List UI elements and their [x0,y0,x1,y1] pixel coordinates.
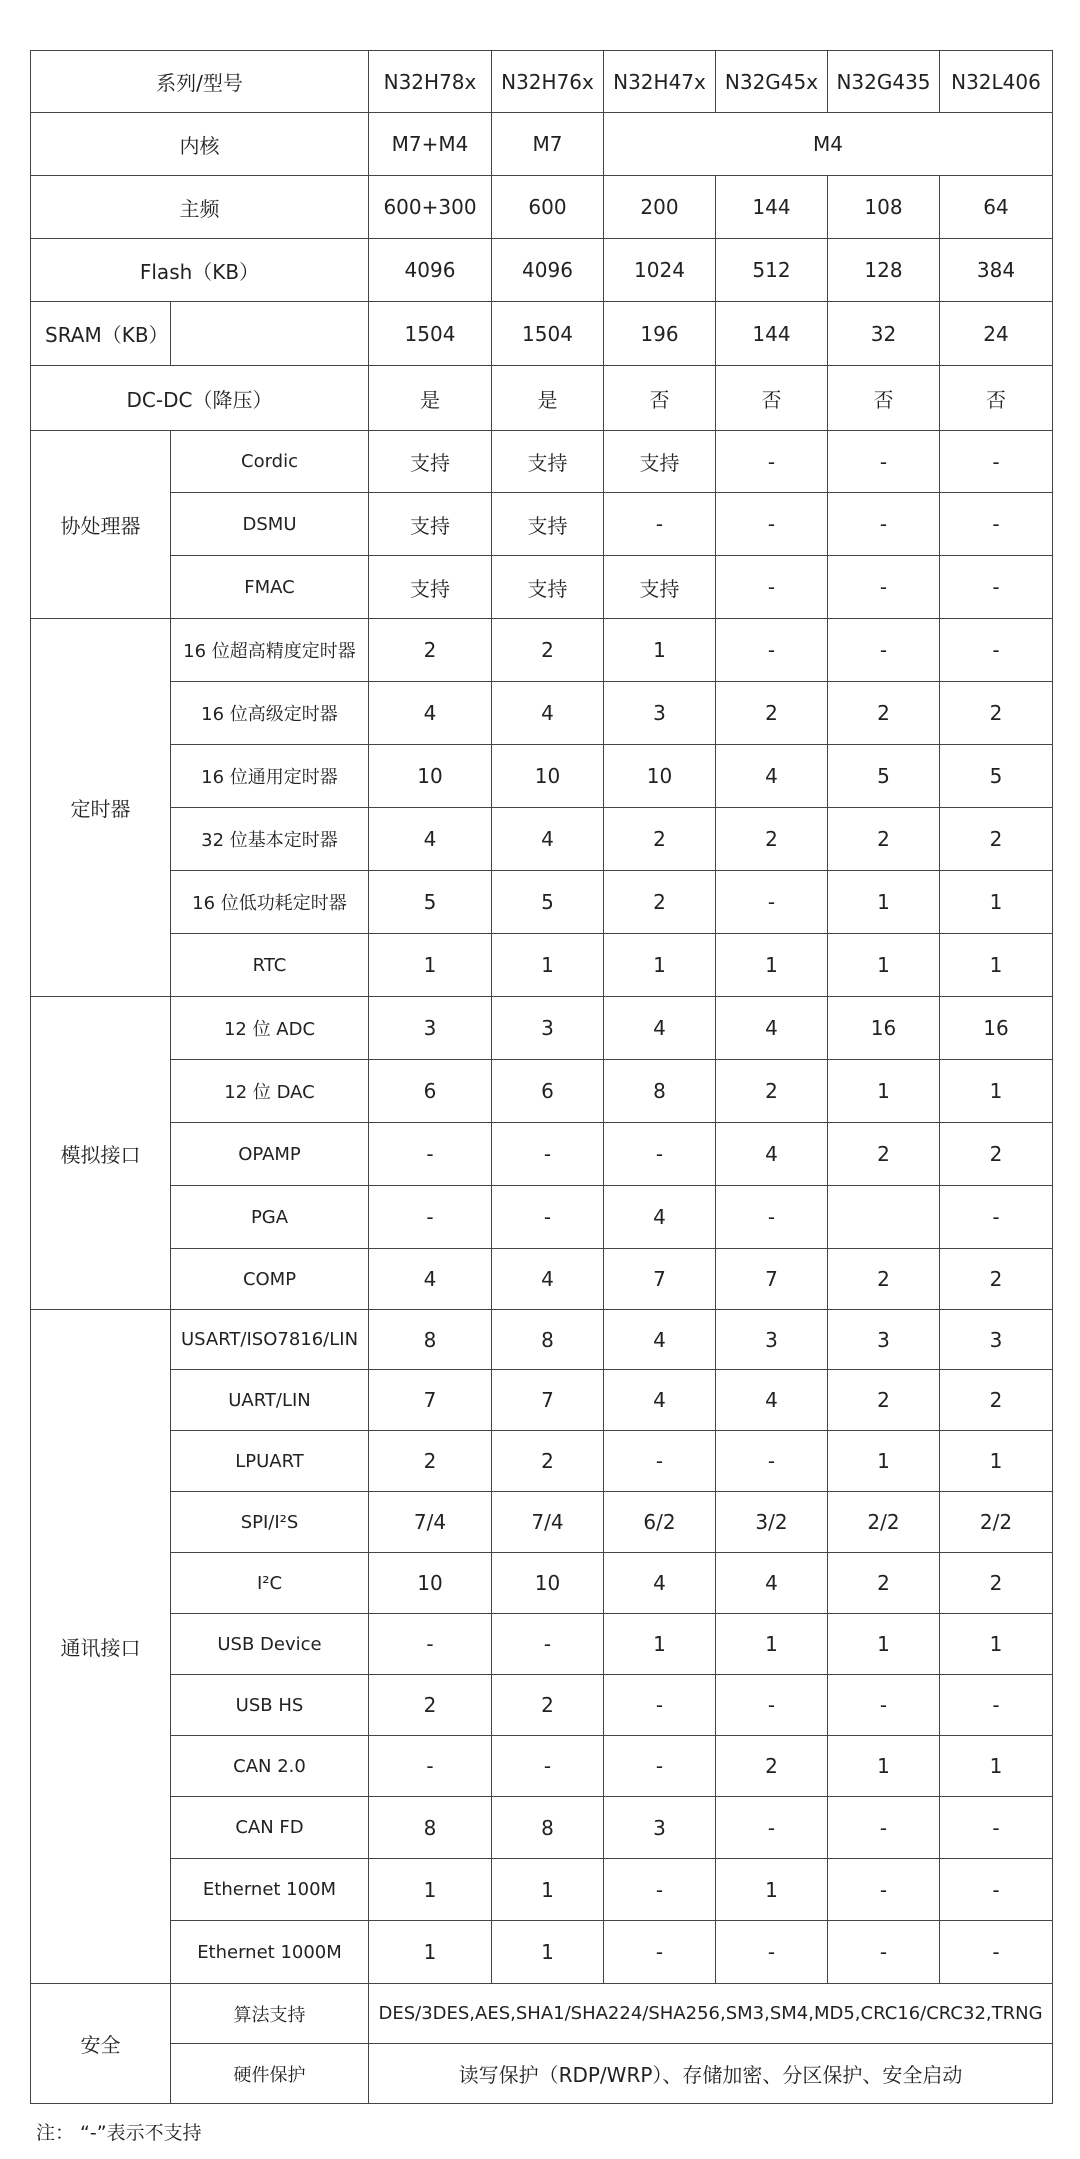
table-row [31,1060,1053,1123]
security-algo-row [31,1984,1053,2044]
row-label: SPI/I²S [171,1492,369,1553]
table-cell: - [940,1859,1053,1921]
table-row [31,1675,1053,1736]
table-cell: 196 [604,302,716,366]
table-cell: 8 [492,1310,604,1370]
table-cell: - [716,1431,828,1492]
table-cell: 2 [940,1370,1053,1431]
table-cell: 4 [492,682,604,745]
table-cell: 1 [940,1060,1053,1123]
table-cell: M4 [604,113,1053,176]
table-cell: - [369,1123,492,1186]
table-cell: 7 [604,1249,716,1310]
table-cell: 5 [940,745,1053,808]
row-label: 32 位基本定时器 [171,808,369,871]
table-cell: 2 [940,1123,1053,1186]
table-cell: - [604,1736,716,1797]
table-cell: 1 [828,1614,940,1675]
table-cell: 是 [492,366,604,431]
table-cell: 8 [369,1310,492,1370]
table-cell: - [716,871,828,934]
table-cell: 2/2 [940,1492,1053,1553]
table-row [31,1249,1053,1310]
table-cell: 2 [716,682,828,745]
table-cell: 1 [940,1614,1053,1675]
table-cell: 1 [604,1614,716,1675]
table-cell: 2 [940,1553,1053,1614]
table-cell: - [716,493,828,556]
table-cell: 8 [492,1797,604,1859]
table-cell: 108 [828,176,940,239]
sram-row [31,302,1053,366]
table-cell: 2 [940,682,1053,745]
group-label: 模拟接口 [31,997,171,1310]
table-cell: 2 [828,1249,940,1310]
table-cell: 4096 [369,239,492,302]
table-cell: 3 [716,1310,828,1370]
table-cell: 1 [828,1060,940,1123]
table-row [31,682,1053,745]
row-label: DSMU [171,493,369,556]
table-cell: - [940,431,1053,493]
table-row [31,1921,1053,1984]
table-cell: 4096 [492,239,604,302]
table-cell: 2 [369,1675,492,1736]
table-cell: 否 [940,366,1053,431]
table-cell: 10 [492,1553,604,1614]
row-label: 12 位 ADC [171,997,369,1060]
table-cell: 4 [716,1370,828,1431]
table-cell: 128 [828,239,940,302]
table-cell: 64 [940,176,1053,239]
security-hw-row [31,2044,1053,2104]
table-cell: 1 [940,1431,1053,1492]
table-cell: 2 [604,871,716,934]
table-cell: 1 [828,934,940,997]
table-row [31,1614,1053,1675]
table-cell: - [604,1123,716,1186]
row-label: USB Device [171,1614,369,1675]
table-cell: - [369,1736,492,1797]
table-cell: 2 [492,1675,604,1736]
table-cell: 3 [369,997,492,1060]
table-cell: 10 [492,745,604,808]
footnote: 注： “-”表示不支持 [36,2122,202,2144]
table-cell: 5 [828,745,940,808]
row-label: 16 位超高精度定时器 [171,619,369,682]
table-cell: - [828,431,940,493]
table-cell: 4 [369,1249,492,1310]
row-label: 16 位通用定时器 [171,745,369,808]
table-cell: 4 [369,808,492,871]
table-cell: 2 [828,1123,940,1186]
table-cell: 4 [716,1553,828,1614]
table-cell: 1 [828,1431,940,1492]
table-cell: - [828,1859,940,1921]
table-cell: 4 [716,745,828,808]
table-row [31,431,1053,493]
table-cell: 8 [604,1060,716,1123]
table-cell: 1 [940,871,1053,934]
table-cell: - [716,1921,828,1984]
table-cell: 6/2 [604,1492,716,1553]
table-cell: 1 [828,871,940,934]
table-row [31,871,1053,934]
table-row [31,556,1053,619]
table-cell: 4 [604,1553,716,1614]
table-cell: 1 [604,619,716,682]
empty-cell [171,302,369,366]
row-label: DC-DC（降压） [31,366,369,431]
row-label: 内核 [31,113,369,176]
table-cell: 支持 [604,556,716,619]
table-cell: - [828,1797,940,1859]
table-cell: 1 [716,1859,828,1921]
table-cell: 2 [369,619,492,682]
table-cell: 2 [828,682,940,745]
table-cell: 1 [940,934,1053,997]
model-header: N32L406 [940,51,1053,113]
table-row [31,1370,1053,1431]
table-cell: 4 [492,1249,604,1310]
row-label: PGA [171,1186,369,1249]
table-row [31,1431,1053,1492]
table-cell [828,1186,940,1249]
table-cell: 2 [828,1553,940,1614]
row-label: Ethernet 100M [171,1859,369,1921]
table-row [31,997,1053,1060]
table-cell: 1504 [369,302,492,366]
row-label: 主频 [31,176,369,239]
table-cell: - [940,1797,1053,1859]
table-cell: 7 [716,1249,828,1310]
table-cell: 2 [716,1736,828,1797]
table-row [31,1492,1053,1553]
table-cell: 1 [492,1859,604,1921]
table-cell: 1 [369,934,492,997]
table-cell: - [940,619,1053,682]
table-cell: 否 [716,366,828,431]
table-cell: 1 [716,934,828,997]
table-row [31,1123,1053,1186]
table-cell: 1024 [604,239,716,302]
table-cell: M7+M4 [369,113,492,176]
dcdc-row [31,366,1053,431]
table-cell: 7/4 [369,1492,492,1553]
table-cell: 支持 [604,431,716,493]
flash-row [31,239,1053,302]
table-cell: 2 [716,808,828,871]
row-label: CAN 2.0 [171,1736,369,1797]
group-label: 协处理器 [31,431,171,619]
table-row [31,1797,1053,1859]
table-cell: 支持 [492,431,604,493]
table-cell: - [940,493,1053,556]
table-cell: 4 [369,682,492,745]
table-cell: 1504 [492,302,604,366]
table-cell: - [492,1186,604,1249]
table-cell: 8 [369,1797,492,1859]
table-cell: - [940,1921,1053,1984]
table-cell: 16 [940,997,1053,1060]
table-cell: - [828,493,940,556]
table-cell: 1 [716,1614,828,1675]
row-label: Flash（KB） [31,239,369,302]
row-label: Cordic [171,431,369,493]
table-cell: 7/4 [492,1492,604,1553]
table-cell: 2 [828,808,940,871]
table-cell: 144 [716,302,828,366]
table-row [31,493,1053,556]
table-cell: 4 [716,997,828,1060]
table-cell: - [828,1921,940,1984]
table-cell: 2 [492,619,604,682]
table-cell: 4 [604,997,716,1060]
table-cell: 1 [492,934,604,997]
table-cell: 600+300 [369,176,492,239]
group-label: 安全 [31,1984,171,2104]
table-cell: 1 [828,1736,940,1797]
header-row [31,51,1053,113]
table-cell: - [828,1675,940,1736]
model-header: N32G435 [828,51,940,113]
row-label: COMP [171,1249,369,1310]
table-cell: 10 [604,745,716,808]
table-row [31,1736,1053,1797]
table-cell: 支持 [492,493,604,556]
table-cell: 7 [369,1370,492,1431]
table-cell: 否 [604,366,716,431]
table-cell: 3 [604,682,716,745]
table-cell: 1 [940,1736,1053,1797]
freq-row [31,176,1053,239]
table-cell: 7 [492,1370,604,1431]
table-cell: 2 [940,1249,1053,1310]
table-row [31,808,1053,871]
header-label: 系列/型号 [31,51,369,113]
table-cell: 2 [604,808,716,871]
table-cell: 5 [492,871,604,934]
table-cell: - [940,556,1053,619]
table-cell: 10 [369,1553,492,1614]
table-cell: 读写保护（RDP/WRP）、存储加密、分区保护、安全启动 [369,2044,1053,2104]
table-cell: 4 [604,1370,716,1431]
table-cell: 支持 [369,431,492,493]
table-cell: 384 [940,239,1053,302]
table-cell: 10 [369,745,492,808]
row-label: LPUART [171,1431,369,1492]
table-row [31,619,1053,682]
model-header: N32H78x [369,51,492,113]
table-cell: 16 [828,997,940,1060]
table-cell: 否 [828,366,940,431]
spec-table [30,50,1053,2104]
table-cell: - [604,493,716,556]
table-cell: 2 [492,1431,604,1492]
table-cell: DES/3DES,AES,SHA1/SHA224/SHA256,SM3,SM4,MD5,CRC16/CRC32,TRNG [369,1984,1053,2044]
table-cell: - [828,556,940,619]
row-label: SRAM（KB） [31,302,171,366]
table-cell: - [604,1859,716,1921]
row-label: RTC [171,934,369,997]
table-cell: - [492,1736,604,1797]
row-label: 12 位 DAC [171,1060,369,1123]
table-cell: 3 [828,1310,940,1370]
table-cell: - [828,619,940,682]
row-label: I²C [171,1553,369,1614]
table-cell: 支持 [369,556,492,619]
table-cell: 1 [369,1859,492,1921]
table-cell: 6 [492,1060,604,1123]
group-label: 通讯接口 [31,1310,171,1984]
table-cell: 2 [940,808,1053,871]
table-cell: - [940,1186,1053,1249]
table-cell: 3 [940,1310,1053,1370]
core-row [31,113,1053,176]
table-cell: 3 [492,997,604,1060]
row-label: UART/LIN [171,1370,369,1431]
table-cell: - [716,556,828,619]
table-cell: - [369,1186,492,1249]
table-cell: 1 [604,934,716,997]
table-cell: - [604,1675,716,1736]
table-cell: - [716,619,828,682]
table-cell: 6 [369,1060,492,1123]
row-label: Ethernet 1000M [171,1921,369,1984]
table-cell: 1 [492,1921,604,1984]
table-cell: 144 [716,176,828,239]
table-cell: - [492,1614,604,1675]
table-cell: 支持 [492,556,604,619]
model-header: N32G45x [716,51,828,113]
table-row [31,745,1053,808]
table-cell: 2/2 [828,1492,940,1553]
table-row [31,1186,1053,1249]
table-cell: 支持 [369,493,492,556]
row-label: FMAC [171,556,369,619]
table-cell: 4 [716,1123,828,1186]
table-cell: M7 [492,113,604,176]
row-label: USART/ISO7816/LIN [171,1310,369,1370]
table-cell: 2 [716,1060,828,1123]
table-cell: - [716,1675,828,1736]
table-row [31,934,1053,997]
table-cell: 3 [604,1797,716,1859]
model-header: N32H47x [604,51,716,113]
row-label: USB HS [171,1675,369,1736]
table-cell: 2 [369,1431,492,1492]
table-cell: - [369,1614,492,1675]
table-cell: 2 [828,1370,940,1431]
table-cell: 200 [604,176,716,239]
table-cell: 3/2 [716,1492,828,1553]
table-cell: 24 [940,302,1053,366]
table-cell: - [940,1675,1053,1736]
model-header: N32H76x [492,51,604,113]
table-cell: 1 [369,1921,492,1984]
table-cell: - [604,1921,716,1984]
table-row [31,1553,1053,1614]
table-cell: 600 [492,176,604,239]
table-cell: 是 [369,366,492,431]
table-cell: - [716,1797,828,1859]
table-cell: 4 [604,1310,716,1370]
row-label: OPAMP [171,1123,369,1186]
table-cell: - [604,1431,716,1492]
table-cell: 4 [604,1186,716,1249]
table-row [31,1859,1053,1921]
row-label: CAN FD [171,1797,369,1859]
table-cell: 512 [716,239,828,302]
row-label: 16 位低功耗定时器 [171,871,369,934]
table-cell: 5 [369,871,492,934]
table-cell: 32 [828,302,940,366]
table-row [31,1310,1053,1370]
row-label: 硬件保护 [171,2044,369,2104]
group-label: 定时器 [31,619,171,997]
row-label: 16 位高级定时器 [171,682,369,745]
table-cell: - [716,1186,828,1249]
table-cell: - [492,1123,604,1186]
table-cell: 4 [492,808,604,871]
row-label: 算法支持 [171,1984,369,2044]
table-cell: - [716,431,828,493]
